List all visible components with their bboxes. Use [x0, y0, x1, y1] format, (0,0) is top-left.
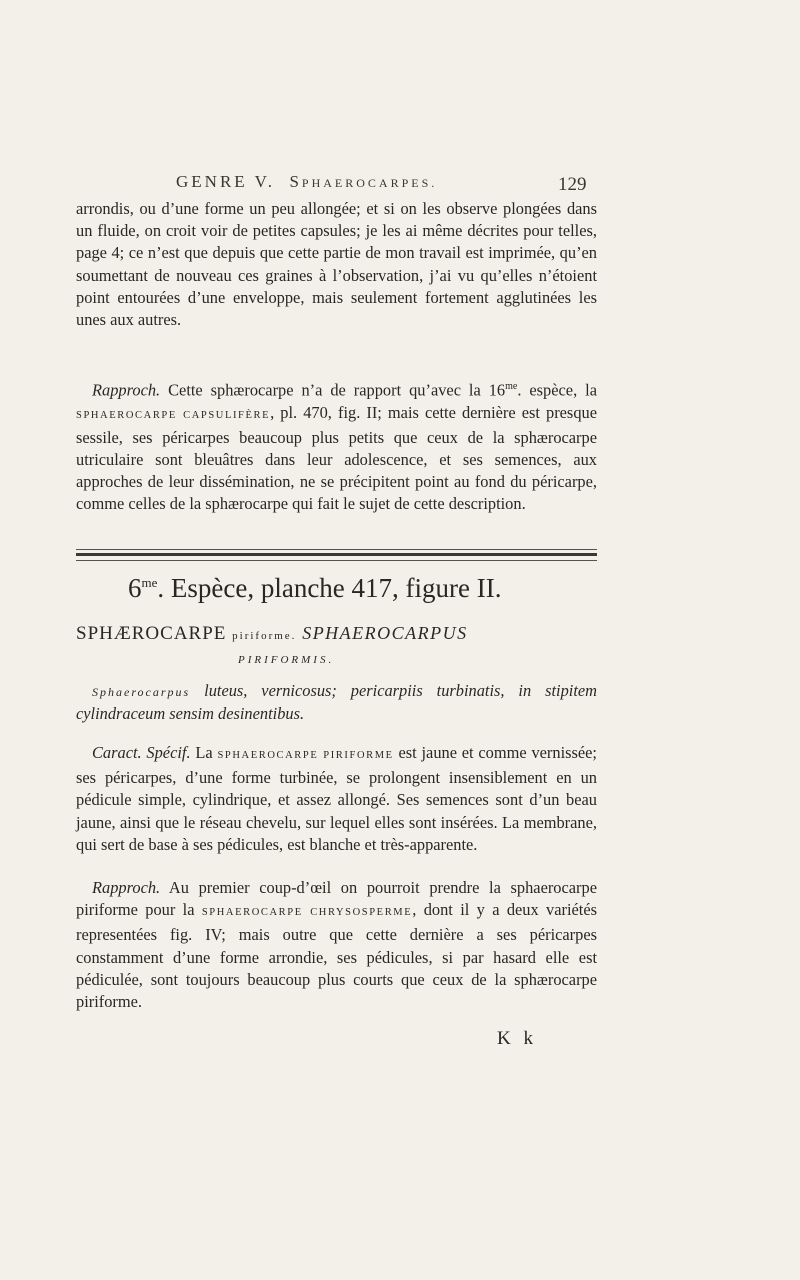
caract-text-b: est jaune et comme vernissée; ses péricarpes, d’une forme turbinée, se prolongent insensiblement en un pédicule simple, cylindrique, et assez allongé. Ses semences sont d’un beau jaune, ainsi que le réseau chevelu, sur lequel elles sont insérées. La membrane, qui sert de base à ses pédicules, est blanche et très-apparente.: [76, 743, 597, 854]
title-initial: S: [289, 172, 302, 191]
section-rule-bottom: [76, 560, 597, 561]
species-name-small-caps: SPHAEROCARPE CAPSULIFÈRE: [76, 409, 271, 421]
section-rule-top: [76, 549, 597, 550]
paragraph-text: arrondis, ou d’une forme un peu allongée; et si on les observe plongées dans un fluide, on croit voir de petites capsules; je les ai même décrites pour telles, page 4; ce n’est que depuis que cette partie de mon travail est imprimée, qu’en soumettant de nouveau ces graines à l’observation, j’ai vu qu’elles n’étoient point entourées d’une enveloppe, mais seulement fortement agglutinées les unes aux autres.: [76, 199, 597, 330]
latin-epithet: PIRIFORMIS.: [238, 654, 335, 666]
ordinal-sup: me: [505, 381, 518, 392]
latin-genus: SPHAEROCARPUS: [302, 623, 468, 643]
rapproch2-text-a: Au premier coup-d’œil on pourroit prendre la sphaerocarpe piriforme pour la: [76, 878, 597, 920]
rapproch2-text-b: , dont il y a deux variétés representées fig. IV; mais outre que cette dernière a ses péricarpes constamment d’une forme arrondie, ses pédicules, si par hasard elle est pédiculée, sont toujours beaucoup plus courts que ceux de la sphærocarpe piriforme.: [76, 900, 597, 1012]
rapproch-text-c: , pl. 470, fig. II; mais cette dernière est presque sessile, ses péricarpes beaucoup plus petits que ceux de la sphærocarpe utriculaire sont bleuâtres dans leur adolescence, et ses semences, aux approches de leur dissémination, ne se précipitent point au fond du péricarpe, comme celles de la sphærocarpe qui fait le sujet de cette description.: [76, 402, 597, 514]
running-head: [176, 172, 437, 192]
diagnosis-text: luteus, vernicosus; pericarpiis turbinatis, in stipitem cylindraceum sensim desinentibus.: [76, 681, 597, 724]
rapproch-text-b: . espèce, la: [517, 380, 597, 400]
caract-species-small-caps: SPHAEROCARPE PIRIFORME: [217, 750, 394, 761]
specific-characters-paragraph: [76, 742, 597, 856]
species-number-sup: me: [141, 575, 158, 590]
genre-label: GENRE V.: [176, 172, 275, 191]
french-name: SPHÆROCARPE: [76, 623, 227, 644]
rapprochement-paragraph-1: [76, 376, 597, 516]
species-number: 6: [128, 573, 142, 603]
rapproch2-species-small-caps: SPHAEROCARPE CHRYSOSPERME: [201, 907, 413, 919]
diagnosis-lead: Sphaerocarpus: [92, 685, 191, 699]
section-rule-thick: [76, 553, 597, 556]
french-epithet: piriforme.: [232, 630, 297, 642]
continued-paragraph: [76, 198, 597, 331]
rapproch2-label: Rapproch.: [92, 878, 161, 897]
rapproch-text-a: Cette sphærocarpe n’a de rapport qu’avec la 16: [168, 380, 506, 400]
species-name-line: [76, 623, 597, 645]
rapprochement-paragraph-2: [76, 877, 597, 1013]
latin-diagnosis: [76, 680, 597, 725]
title-rest: PHAEROCARPES.: [301, 176, 438, 190]
page-number: 129: [558, 174, 587, 195]
species-heading: [128, 573, 502, 604]
species-heading-text: . Espèce, planche 417, figure II.: [157, 573, 502, 603]
signature-mark: K k: [497, 1028, 537, 1049]
caract-text-a: La: [195, 743, 213, 762]
rapproch-label: Rapproch.: [92, 380, 161, 400]
caract-label: Caract. Spécif.: [92, 743, 191, 762]
